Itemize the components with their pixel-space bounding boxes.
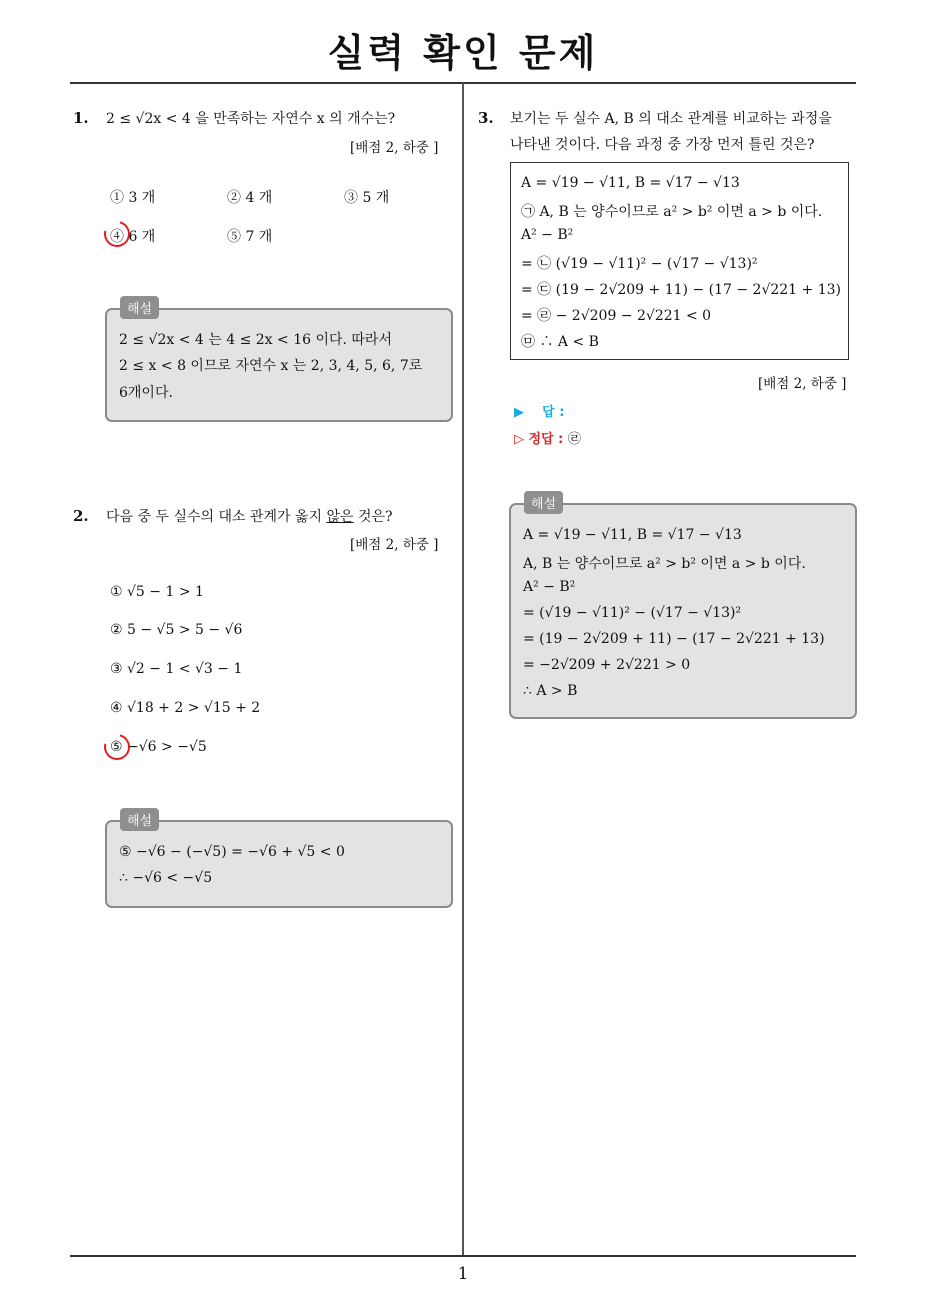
bogi-line: = ㉢ (19 − 2√209 + 11) − (17 − 2√221 + 13) bbox=[521, 282, 841, 298]
solution-line: A = √19 − √11, B = √17 − √13 bbox=[523, 527, 742, 543]
score-label: [배점 2, 하중 ] bbox=[350, 537, 439, 553]
correct-answer-value: ㉣ bbox=[567, 432, 581, 447]
solution-line: = (19 − 2√209 + 11) − (17 − 2√221 + 13) bbox=[523, 631, 825, 647]
option-2[interactable]: ② 4 개 bbox=[227, 190, 273, 206]
solution-line: = −2√209 + 2√221 > 0 bbox=[523, 657, 691, 673]
column-divider bbox=[462, 83, 464, 1255]
option-2[interactable]: ② 5 − √5 > 5 − √6 bbox=[110, 622, 243, 638]
score-label: [배점 2, 하중 ] bbox=[350, 140, 439, 156]
option-3[interactable]: ③ 5 개 bbox=[344, 190, 390, 206]
solution-box bbox=[105, 308, 453, 422]
bogi-box bbox=[510, 162, 849, 360]
option-5[interactable]: ⑤ 7 개 bbox=[227, 229, 273, 245]
page-title: 실력 확인 문제 bbox=[327, 31, 599, 75]
outline-play-icon: ▷ bbox=[514, 432, 524, 447]
question-text-line: 나타낸 것이다. 다음 과정 중 가장 먼저 틀린 것은? bbox=[510, 137, 815, 153]
bogi-line: ㉤ ∴ A < B bbox=[521, 334, 599, 350]
selected-answer-mark bbox=[99, 216, 135, 252]
solution-line: 6개이다. bbox=[119, 385, 173, 401]
bogi-line: A = √19 − √11, B = √17 − √13 bbox=[521, 175, 740, 191]
solution-line: A, B 는 양수이므로 a² > b² 이면 a > b 이다. bbox=[523, 556, 806, 572]
solution-box bbox=[509, 503, 857, 719]
option-5[interactable]: ⑤ −√6 > −√5 bbox=[110, 739, 207, 755]
solution-tag: 해설 bbox=[120, 808, 159, 831]
answer-row bbox=[514, 401, 564, 420]
correct-answer-label: 정답 : bbox=[528, 432, 564, 447]
bottom-rule bbox=[70, 1255, 856, 1257]
score-label: [배점 2, 하중 ] bbox=[758, 376, 847, 392]
bogi-line: = ㉡ (√19 − √11)² − (√17 − √13)² bbox=[521, 256, 758, 272]
solution-line: A² − B² bbox=[523, 579, 576, 595]
option-4[interactable]: ④ √18 + 2 > √15 + 2 bbox=[110, 700, 261, 716]
solution-line: ⑤ −√6 − (−√5) = −√6 + √5 < 0 bbox=[119, 844, 345, 860]
solution-line: 2 ≤ x < 8 이므로 자연수 x 는 2, 3, 4, 5, 6, 7로 bbox=[119, 358, 423, 374]
bogi-line: = ㉣ − 2√209 − 2√221 < 0 bbox=[521, 308, 712, 324]
solution-line: = (√19 − √11)² − (√17 − √13)² bbox=[523, 605, 742, 621]
question-text: 다음 중 두 실수의 대소 관계가 옳지 않은 것은? bbox=[106, 509, 393, 525]
option-4[interactable]: ④ 6 개 bbox=[110, 229, 156, 245]
question-number: 3. bbox=[478, 109, 494, 127]
solution-line: ∴ −√6 < −√5 bbox=[119, 870, 213, 886]
page-number: 1 bbox=[457, 1264, 469, 1284]
solution-tag: 해설 bbox=[524, 491, 563, 514]
option-1[interactable]: ① √5 − 1 > 1 bbox=[110, 584, 204, 600]
option-3[interactable]: ③ √2 − 1 < √3 − 1 bbox=[110, 661, 243, 677]
solution-line: 2 ≤ √2x < 4 는 4 ≤ 2x < 16 이다. 따라서 bbox=[119, 332, 392, 348]
correct-answer-row bbox=[514, 428, 581, 447]
option-1[interactable]: ① 3 개 bbox=[110, 190, 156, 206]
question-number: 1. bbox=[73, 109, 89, 127]
solution-box bbox=[105, 820, 453, 908]
bogi-line: ㉠ A, B 는 양수이므로 a² > b² 이면 a > b 이다. bbox=[521, 204, 823, 220]
bogi-line: A² − B² bbox=[521, 227, 574, 243]
play-icon: ▶ bbox=[514, 405, 524, 420]
question-text-line: 보기는 두 실수 A, B 의 대소 관계를 비교하는 과정을 bbox=[510, 111, 832, 127]
answer-label: 답 : bbox=[542, 405, 565, 420]
solution-line: ∴ A > B bbox=[523, 683, 578, 699]
question-number: 2. bbox=[73, 507, 89, 525]
solution-tag: 해설 bbox=[120, 296, 159, 319]
question-text: 2 ≤ √2x < 4 을 만족하는 자연수 x 의 개수는? bbox=[106, 111, 396, 127]
selected-answer-mark bbox=[99, 729, 135, 765]
